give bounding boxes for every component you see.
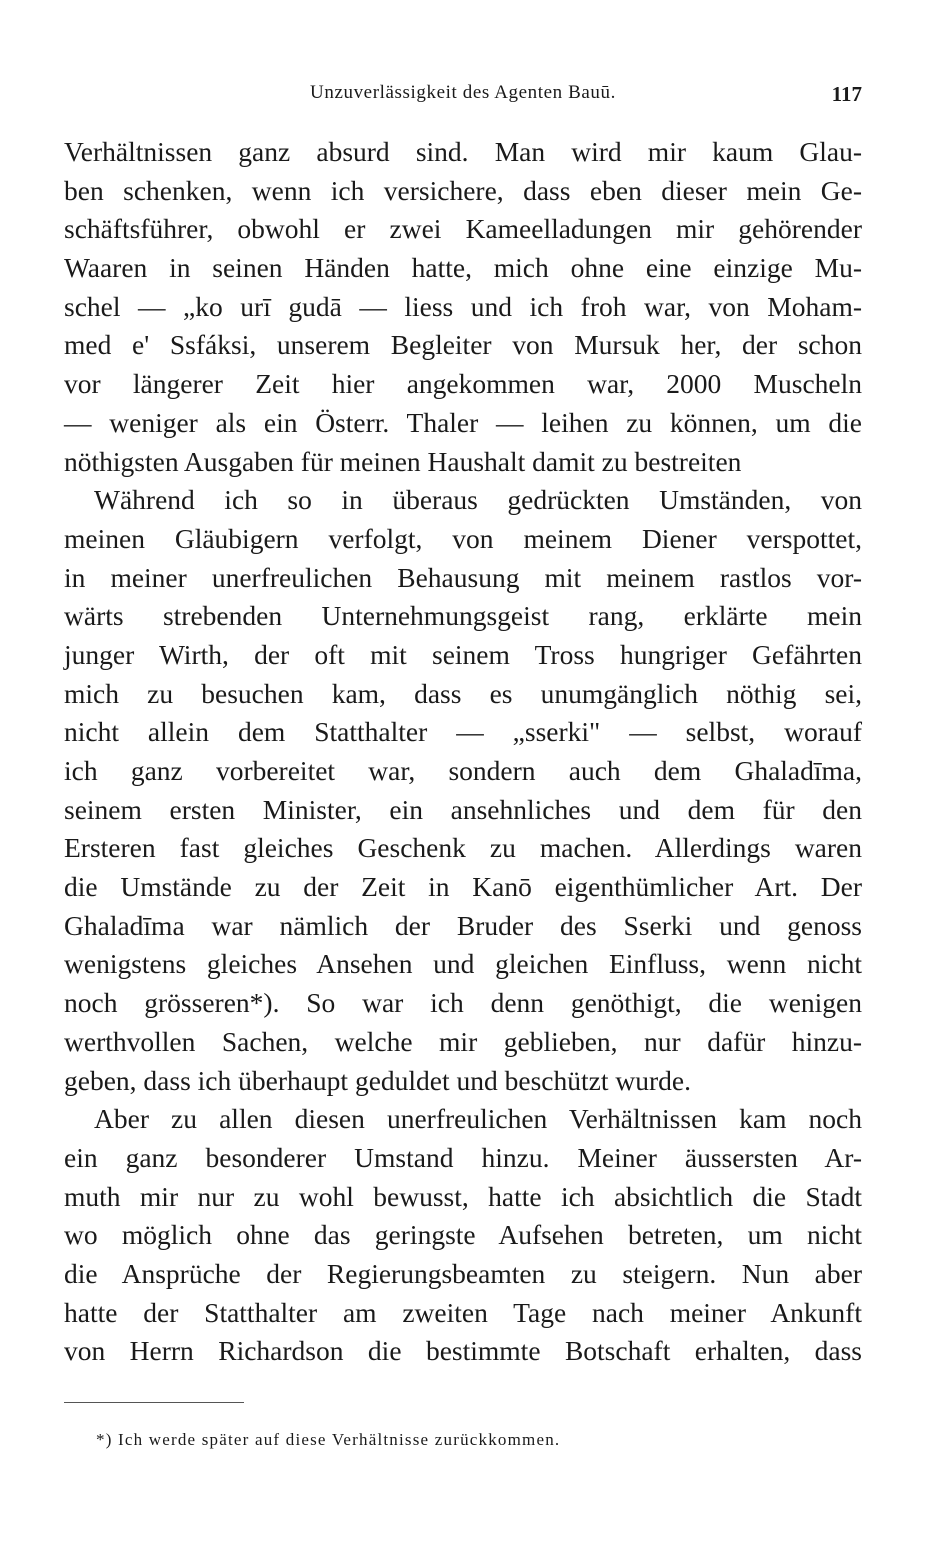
text-line: ein ganz besonderer Umstand hinzu. Meiner äussersten Ar- (64, 1141, 862, 1173)
text-line: in meiner unerfreulichen Behausung mit meinem rastlos vor- (64, 561, 862, 593)
text-line: wenigstens gleiches Ansehen und gleichen Einfluss, wenn nicht (64, 948, 862, 980)
text-line: ben schenken, wenn ich versichere, dass eben dieser mein Ge- (64, 174, 862, 206)
text-line: geben, dass ich überhaupt geduldet und beschützt wurde. (64, 1064, 691, 1096)
text-line: werthvollen Sachen, welche mir geblieben, nur dafür hinzu- (64, 1025, 862, 1057)
text-line: — weniger als ein Österr. Thaler — leihen zu können, um die (64, 406, 862, 438)
text-line: nicht allein dem Statthalter — „sserki" — selbst, worauf (64, 716, 862, 748)
text-line: mich zu besuchen kam, dass es unumgänglich nöthig sei, (64, 677, 862, 709)
footnote-divider (64, 1402, 244, 1403)
text-line: Ersteren fast gleiches Geschenk zu machen. Allerdings waren (64, 832, 862, 864)
text-line: muth mir nur zu wohl bewusst, hatte ich absichtlich die Stadt (64, 1180, 862, 1212)
text-line: ich ganz vorbereitet war, sondern auch dem Ghaladīma, (64, 755, 862, 786)
text-line: wo möglich ohne das geringste Aufsehen betreten, um nicht (64, 1219, 862, 1251)
running-header (64, 82, 862, 112)
text-line: von Herrn Richardson die bestimmte Botschaft erhalten, dass (64, 1335, 862, 1367)
running-title: Unzuverlässigkeit des Agenten Bauū. (310, 82, 616, 103)
text-line: schel — „ko urī gudā — liess und ich froh war, von Moham- (64, 290, 862, 322)
text-line: Ghaladīma war nämlich der Bruder des Sserki und genoss (64, 909, 862, 941)
text-line: noch grösseren*). So war ich denn genöthigt, die wenigen (64, 987, 862, 1019)
text-line: Verhältnissen ganz absurd sind. Man wird mir kaum Glau- (64, 136, 862, 167)
text-line: wärts strebenden Unternehmungsgeist rang, erklärte mein (64, 600, 862, 632)
paragraph-start-line: Während ich so in überaus gedrückten Umständen, von (94, 484, 862, 516)
footnote: *) Ich werde später auf diese Verhältnisse zurückkommen. (96, 1430, 561, 1449)
text-line: junger Wirth, der oft mit seinem Tross hungriger Gefährten (64, 638, 862, 670)
text-line: med e' Ssfáksi, unserem Begleiter von Mursuk her, der schon (64, 329, 862, 361)
paragraph-start-line: Aber zu allen diesen unerfreulichen Verhältnissen kam noch (94, 1103, 862, 1135)
text-line: die Ansprüche der Regierungsbeamten zu steigern. Nun aber (64, 1257, 862, 1289)
text-line: nöthigsten Ausgaben für meinen Haushalt damit zu bestreiten (64, 445, 742, 477)
text-line: seinem ersten Minister, ein ansehnliches und dem für den (64, 793, 862, 825)
page-number: 117 (831, 82, 862, 106)
text-line: schäftsführer, obwohl er zwei Kameelladungen mir gehörender (64, 213, 862, 245)
text-line: hatte der Statthalter am zweiten Tage nach meiner Ankunft (64, 1296, 862, 1328)
text-line: Waaren in seinen Händen hatte, mich ohne eine einzige Mu- (64, 252, 862, 284)
text-line: meinen Gläubigern verfolgt, von meinem Diener verspottet, (64, 522, 862, 554)
text-line: die Umstände zu der Zeit in Kanō eigenthümlicher Art. Der (64, 871, 862, 903)
text-line: vor längerer Zeit hier angekommen war, 2000 Muscheln (64, 368, 862, 400)
body-text (64, 133, 862, 1371)
